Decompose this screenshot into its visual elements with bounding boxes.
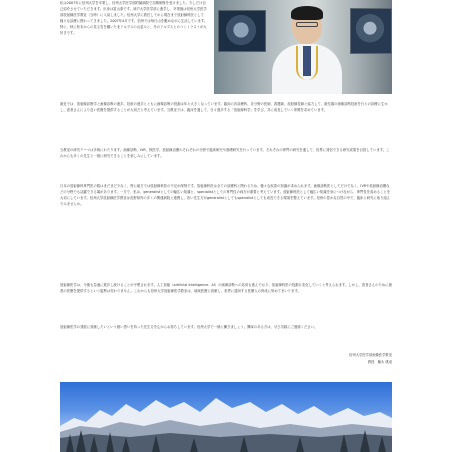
scan-image-left: [222, 14, 260, 46]
signature-block: [60, 352, 392, 365]
body-paragraph-4: 放射線医学は、今後も急速に進歩し続けることが予想されます。人工知能（artificial intelligence：AI）の画像診断への応用も進んでおり、放射線科医の役割も変化していくと考えられます。しかし、患者さんのために最善の医療を提供するという姿勢は変わりません。これからも信州大学放射線医学教室は、地域医療に貢献し、世界に通用する医療人の育成に努めてまいります。: [60, 283, 392, 294]
body-paragraph-2: 当教室の研究テーマは多岐にわたります。画像診断、IVR、核医学、放射線治療のそれぞれの分野で臨床研究や基礎研究を行っています。それぞれの専門の研究を通して、世界に発信できる研究成果を目指しています。これからも多くの先生と一緒に研究できることを楽しみにしています。: [60, 148, 390, 159]
signature-name: 教授 藤永 康成: [367, 359, 392, 364]
signature-organization: 信州大学医学部画像医学教室: [349, 353, 392, 357]
body-paragraph-1-block: [60, 101, 392, 113]
body-paragraph-2-block: [60, 147, 392, 159]
mountain-illustration: [60, 382, 392, 452]
scan-image-right: [354, 12, 386, 48]
intro-paragraph: 私は2007年に信州大学を卒業し、信州大学医学部附属病院で初期研修を受けました。少しだけ自己紹介させていただきます。出身は富山県です。神戸大学医学部に進学し、卒業後は信州大学医学部放射線医学教室（当時）に入局しました。信州大学に着任してから現在まで放射線科医として様々な診療に携わってきました。2007年4月です。信州では毎日山を眺めながら生活しています。特に、秋に松本からの見る雪を戴いた北アルプスの山並みと、冬のアルプスとのコントラストが大好きです。: [60, 1, 208, 36]
portrait-photo: [214, 0, 392, 94]
body-paragraph-5: 放射線医学の発展に貢献したいという熱い思いを持った先生方を心からお待ちしています。信州大学で一緒に働きましょう。興味のある方は、ぜひ気軽にご連絡ください。: [60, 325, 318, 329]
body-paragraph-1: 最近では、放射線診断学と画像診断の進歩、技術の進歩とともに画像診断の役割は年々大きくなっています。臨床の各診療科、各分野の医師、看護師、放射線技師と協力して、最先端の画像診断技術を日々の診療に生かし、患者さんにより良い医療を提供することが大切だと考えています。当教室では、臨床を通して、日々進歩する「放射線科学」を学び、共に成長していく仲間を求めています。: [60, 102, 388, 113]
mountain-landscape-photo: [60, 382, 392, 452]
body-paragraph-3-block: [60, 183, 392, 207]
body-paragraph-3: 日本の放射線科専門医の数はまだまだ少なく、特に地方では放射線科医の不足が深刻です。放射線科医は全ての診療科と関わるため、様々な疾患の知識が求められます。画像診断医としてだけでなく、IVRや放射線治療などの分野でも活躍できる場があります。一方で、私は、generalistとしての幅広い知識と、specialistとしての専門性の両方が重要と考えています。放射線科医として幅広い知識を身につけながら、専門性を高めることを大切にしています。信州大学放射線医学教室は長野県内の多くの関連病院と連携し、若い先生方がgeneralistとしてもspecialistとしても成長できる環境を整えています。信州の豊かな自然の中で、臨床と研究に取り組んでみませんか。: [60, 184, 391, 207]
person-figure: [272, 6, 342, 94]
body-paragraph-4-block: [60, 282, 392, 294]
hair: [291, 6, 323, 20]
intro-text-column: [60, 0, 208, 37]
body-paragraph-5-block: [60, 324, 392, 330]
glasses: [296, 22, 318, 27]
lanyard: [296, 46, 318, 80]
